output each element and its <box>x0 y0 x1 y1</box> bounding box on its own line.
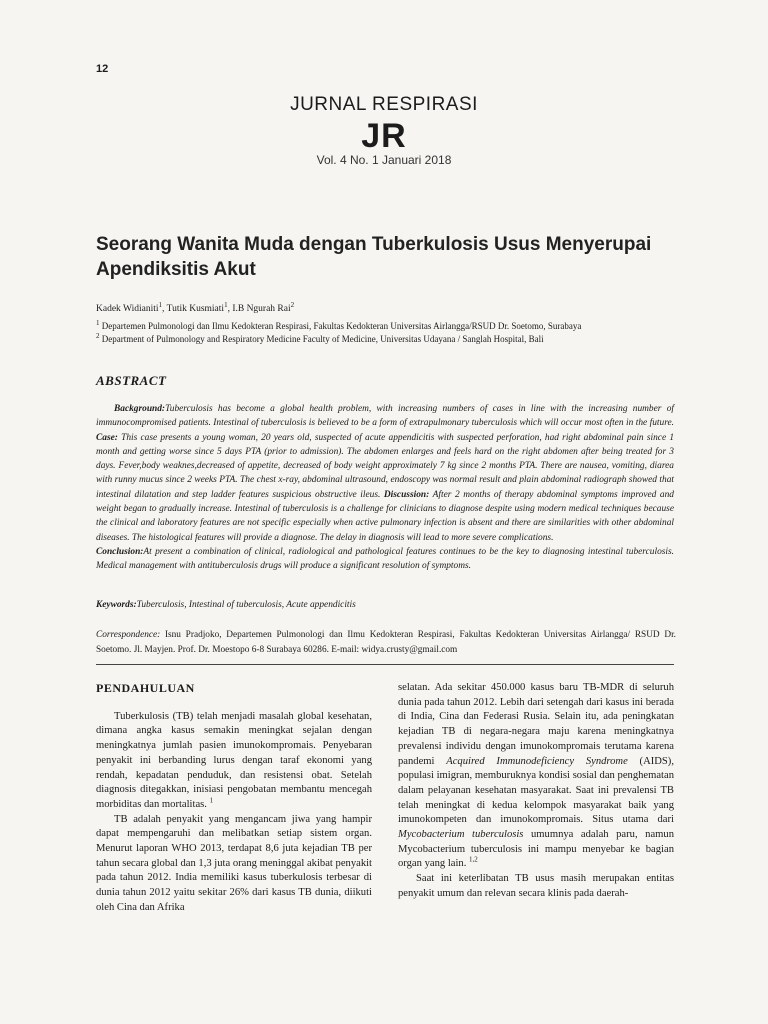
paragraph-text: (AIDS), populasi imigran, memburuknya kondisi sosial dan penghematan dalam pelayanan kesehatan masyarakat. Saat ini prevalensi TB telah meningkat di kedua kelompok masyarakat baik yang imunokompeten dan imunokompromais. Situs utama dari <box>398 755 674 826</box>
section-divider <box>96 664 674 665</box>
abstract-conclusion-label: Conclusion: <box>96 546 144 557</box>
abstract-background-label: Background: <box>114 404 166 414</box>
journal-title: JURNAL RESPIRASI <box>290 94 478 115</box>
affiliation-text: Department of Pulmonology and Respiratory Medicine Faculty of Medicine, Universitas Udayana / Sanglah Hospital, Bali <box>101 334 544 344</box>
paragraph-italic-term: Acquired Immunodeficiency Syndrome <box>446 755 628 767</box>
author-affiliation-marker: 1 <box>224 300 228 309</box>
body-paragraph <box>398 681 674 872</box>
body-column-right <box>398 681 674 902</box>
abstract-discussion-label: Discussion: <box>383 489 430 500</box>
abstract-case-label: Case: <box>96 432 118 443</box>
keywords-label: Keywords: <box>96 600 137 610</box>
affiliation-number: 1 <box>96 319 100 327</box>
journal-issue: Vol. 4 No. 1 Januari 2018 <box>316 153 452 167</box>
paragraph-text: TB adalah penyakit yang mengancam jiwa yang hampir dapat mempengaruhi dan melibatkan setiap sistem organ. Menurut laporan WHO 2013, terdapat 8,6 juta kejadian TB per tahun secara global dan 1,3 juta orang meninggal akibat penyakit pada tahun 2012. India memiliki kasus tuberkulosis terbesar di dunia tahun 2012 yaitu sekitar 26% dari kasus TB dunia, diikuti oleh Cina dan Afrika <box>96 813 372 913</box>
correspondence-label: Correspondence: <box>96 630 161 640</box>
keywords <box>96 600 674 610</box>
keywords-text: Tuberculosis, Intestinal of tuberculosis, Acute appendicitis <box>136 600 356 610</box>
affiliation-text: Departemen Pulmonologi dan Ilmu Kedokteran Respirasi, Fakultas Kedokteran Universitas Airlangga/RSUD Dr. Soetomo, Surabaya <box>101 321 582 331</box>
citation-marker: 1 <box>209 796 214 805</box>
abstract-background-text: Tuberculosis has become a global health problem, with increasing numbers of cases in line with the increasing number of immunocompromised patients. Intestinal of tuberculosis is believed to be a form of extrapulmonary tuberculosis which will occur most often in the future. <box>96 404 674 429</box>
author-affiliation-marker: 1 <box>158 300 162 309</box>
citation-marker: 1,2 <box>469 855 478 864</box>
author-name: Kadek Widianiti <box>96 304 159 314</box>
abstract-discussion-text: After 2 months of therapy abdominal symptoms improved and weight began to gradually increase. Intestinal of tuberculosis is a challenge for clinicians to diagnose despite using modern medical techniques because the clinical and laboratory features are not specific especially when active pulmonary infection is absent and there are similarities with other abdominal diseases. The histological features will provide a diagnose. The delay in diagnosis will lead to more severe complications. <box>96 489 674 543</box>
body-paragraph <box>96 813 372 916</box>
paragraph-text: umumnya adalah paru, namun Mycobacterium tuberculosis ini mampu menyebar ke bagian organ yang lain. <box>398 829 674 870</box>
abstract-case-text: This case presents a young woman, 20 years old, suspected of acute appendicitis with suspected perforation, had right abdominal pain since 1 month and getting worse since 5 days PTA (prior to admission). The abdomen enlarges and feels hard on the right abdomen after being treated for 3 days. Fever,body weaknes,decreased of appetite, decreased of body weight approximately 7 kg since 2 months PTA. There are nausea, vomiting, diarea with runny mucus since 2 weeks PTA. The chest x-ray, abdominal ultrasound, endoscopy was normal result and plain abdominal radiograph showed that intestinal dilatation and step ladder features suspicious obstructive ileus. <box>96 432 675 500</box>
body-column-left <box>96 681 372 916</box>
affiliation <box>96 321 696 331</box>
paragraph-italic-term: Mycobacterium tuberculosis <box>398 829 524 841</box>
article-title: Seorang Wanita Muda dengan Tuberkulosis Usus Menyerupai Apendiksitis Akut <box>96 234 652 280</box>
author-list: Kadek Widianiti$^1$, Tutik Kusmiati$^1$, I.B Ngurah Rai$^2$ <box>96 300 295 314</box>
journal-abbreviation: JR <box>361 117 407 155</box>
body-paragraph <box>398 872 674 901</box>
author-name: I.B Ngurah Rai <box>232 304 291 314</box>
section-heading: PENDAHULUAN <box>96 681 195 695</box>
page-number: 12 <box>96 63 109 75</box>
abstract-body <box>96 402 674 574</box>
author-name: Tutik Kusmiati <box>166 304 225 314</box>
paragraph-text: Saat ini keterlibatan TB usus masih merupakan entitas penyakit umum dan relevan secara klinis pada daerah- <box>398 873 674 899</box>
affiliation-number: 2 <box>96 332 100 340</box>
author-affiliation-marker: 2 <box>290 300 295 309</box>
correspondence-text: Isnu Pradjoko, Departemen Pulmonologi dan Ilmu Kedokteran Respirasi, Fakultas Kedokteran Universitas Airlangga/ RSUD Dr. Soetomo. Jl. Mayjen. Prof. Dr. Moestopo 6-8 Surabaya 60286. E-mail: widya.crusty@gmail.com <box>96 630 676 655</box>
paragraph-text: Tuberkulosis (TB) telah menjadi masalah global kesehatan, dimana angka kasus semakin meningkat sejalan dengan meningkatnya jumlah pasien imunokompromais. Penyebaran penyakit ini berbanding lurus dengan taraf ekonomi yang rendah, kepadatan penduduk, dan resistensi obat. Setelah diagnosis ditegakkan, inisiasi pengobatan membantu mencegah morbiditas dan mortalitas. <box>96 710 372 810</box>
affiliation <box>96 334 696 344</box>
abstract-heading: ABSTRACT <box>96 373 167 388</box>
correspondence <box>96 628 676 657</box>
abstract-conclusion-text: At present a combination of clinical, radiological and pathological features continues to be the key to diagnosing intestinal tuberculosis. Medical management with antituberculosis drugs will produce a significant resolution of symptoms. <box>96 546 674 572</box>
body-paragraph <box>96 710 372 813</box>
paragraph-text: selatan. Ada sekitar 450.000 kasus baru TB-MDR di seluruh dunia pada tahun 2012. Lebih dari setengah dari kasus ini berada di India, Cina dan Federasi Rusia. Selain itu, ada peningkatan kejadian TB di negara-negara maju karena meningkatnya prevalensi individu dengan imunokompromais terutama karena pandemi <box>398 682 674 767</box>
